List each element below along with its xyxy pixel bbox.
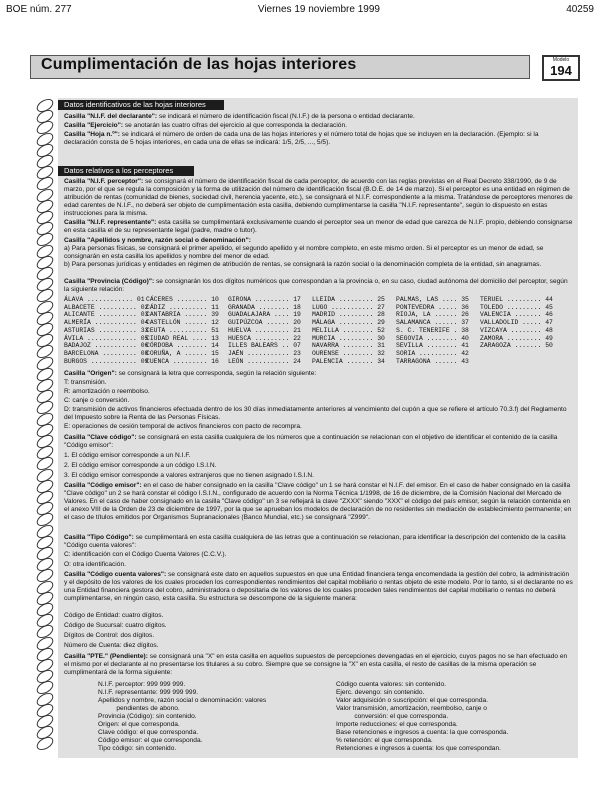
label: Casilla "PTE." (Pendiente): — [64, 653, 148, 660]
text: se consignará en esta casilla cualquiera de los números que a continuación se relacionan con el objetivo de identificar el contenido de la casilla "Código emisor": — [64, 434, 558, 449]
ccv-entidad: Código de Entidad: cuatro dígitos. — [64, 612, 164, 619]
pte-right-item: conversión: el que corresponda. — [336, 713, 449, 720]
origen-e: E: operaciones de cesión temporal de activos financieros con pacto de recompra. — [64, 423, 302, 430]
label: Casilla "Hoja n.º": — [64, 131, 120, 138]
text: se consignará el número de identificación fiscal de cada perceptor, de acuerdo con las reglas previstas en el Real Decreto 338/1990, de 9 de marzo, por el que se regula la composición y la forma de utilización del número de identificación fiscal (B.O.E. de 14 de marzo). Si el perceptor es una entidad en régimen de atribución de rentas (comunidad de bienes, sociedad civil, herencia yacente, etc.), se consignará el N.I.F. correspondiente a la misma. Tratándose de perceptores menores de edad carentes de N.I.F., no deberá ser objeto de cumplimentación esta casilla, debiendo cumplimentarse la casilla "N.I.F. representante", según lo dispuesto en estas instrucciones para la misma. — [64, 178, 573, 217]
clave-2: 2. El código emisor corresponde a un código I.S.I.N. — [64, 462, 217, 469]
casilla-ejercicio — [64, 122, 574, 130]
ccv-cuenta: Número de Cuenta: diez dígitos. — [64, 642, 159, 649]
casilla-origen — [64, 370, 574, 378]
apellidos-a: a) Para personas físicas, se consignará el primer apellido, el segundo apellido y el nombre completo, en este mismo orden. Si el perceptor es un menor de edad, se consignarán en esta casilla los apellidos y nombre del menor de edad. — [64, 245, 544, 260]
pte-right-item: Importe reducciones: el que corresponda. — [336, 721, 458, 728]
pte-left-item: Código emisor: el que corresponda. — [98, 737, 203, 744]
text: se consignará la letra que corresponda, según la relación siguiente: — [116, 370, 317, 377]
clave-1: 1. El código emisor corresponde a un N.I.F. — [64, 452, 191, 459]
province-col-4: LLEIDA ......... 25 LUGO ........... 27 MADRID ......... 28 MÁLAGA ......... 29 MELILLA ........ 52 MURCIA ......... 30 NAVARRA ........ 31 OURENSE ........ 32 PALENCIA ....... 34 — [312, 296, 385, 365]
pte-left-item: Tipo código: sin contenido. — [98, 745, 177, 752]
label: Casilla "N.I.F. del declarante": — [64, 113, 158, 120]
province-col-1: ÁLAVA ............ 01 ALBACETE .......... 02 ALICANTE .......... 03 ALMERÍA ........... 04 ASTURIAS .......... 33 ÁVILA ............. 05 BADAJOZ ........... 06 BARCELONA ......... 08 BURGOS ............ 09 — [64, 296, 149, 365]
text: esta casilla se cumplimentará exclusivamente cuando el perceptor sea un menor de edad que carezca de N.I.F. propio, debiendo consignarse en esta casilla el de su representante legal (padre, madre o tutor). — [64, 219, 573, 234]
label: Casilla "Tipo Código": — [64, 534, 134, 541]
module-label: Modelo — [552, 57, 570, 63]
pte-left-item: Apellidos y nombre, razón social o denominación: valores — [98, 697, 267, 704]
tipo-c: C: identificación con el Código Cuenta Valores (C.C.V.). — [64, 551, 227, 558]
casilla-nif-representante — [64, 219, 574, 235]
label: Casilla "Ejercicio": — [64, 122, 124, 129]
text: se indicará el número de orden de cada una de las hojas interiores y el número total de hojas que se incluyen en la declaración. (Ejemplo: si la declaración consta de 5 hojas interiores, en cada una de ellas se indicará: 1/5, 2/5, ..., 5/5). — [64, 131, 539, 146]
origen-c: C: canje o conversión. — [64, 397, 130, 404]
casilla-pte — [64, 653, 574, 677]
pte-left-item: N.I.F. representante: 999 999 999. — [98, 689, 199, 696]
pte-left-item: Origen: el que corresponda. — [98, 721, 180, 728]
header-left: BOE núm. 277 — [6, 4, 72, 15]
text: se consignará una "X" en esta casilla en aquellos supuestos de percepciones devengadas en el ejercicio, cuyos pagos no se han efectuado en el mismo por el declarante al no presentarse los titulares a su cobro. Siempre que se consigne la "X" en esta casilla, el resto de casillas de la misma operación se cumplimentará de la forma siguiente: — [64, 653, 568, 676]
apellidos-b: b) Para personas jurídicas y entidades en régimen de atribución de rentas, se consignará la razón social o la denominación completa de la entidad, sin anagramas. — [64, 261, 542, 268]
origen-r: R: amortización o reembolso. — [64, 388, 150, 395]
page-header — [6, 4, 594, 18]
tipo-o: O: otra identificación. — [64, 561, 126, 568]
pte-right-item: Ejerc. devengo: sin contenido. — [336, 689, 425, 696]
casilla-nif-declarante — [64, 113, 574, 121]
label: Casilla "Provincia (Código)": — [64, 278, 155, 285]
header-center: Viernes 19 noviembre 1999 — [257, 4, 380, 15]
label: Casilla "Clave código": — [64, 434, 137, 441]
label: Casilla "Código cuenta valores": — [64, 571, 167, 578]
text: se anotarán las cuatro cifras del ejercicio al que corresponda la declaración. — [123, 122, 347, 129]
pte-right-item: % retención: el que corresponda. — [336, 737, 433, 744]
pte-right-item: Valor adquisición o suscripción: el que corresponda. — [336, 697, 488, 704]
casilla-codigo-cuenta-valores — [64, 571, 574, 603]
label: Casilla "Apellidos y nombre, razón social o denominación": — [64, 237, 251, 244]
page-title: Cumplimentación de las hojas interiores — [41, 56, 357, 73]
pte-left-item: Clave código: el que corresponda. — [98, 729, 199, 736]
province-col-5: PALMAS, LAS .... 35 PONTEVEDRA ..... 36 RIOJA, LA ...... 26 SALAMANCA ...... 37 S. C. TENERIFE . 38 SEGOVIA ........ 40 SEVILLA ........ 41 SORIA .......... 42 TARRAGONA ...... 43 — [396, 296, 469, 365]
title-bar — [30, 55, 530, 79]
module-box — [542, 55, 580, 81]
text: se consignará este dato en aquellos supuestos en que una Entidad financiera tenga encomendada la gestión del cobro, la administración y el depósito de los valores de los cuales proceden los correspondientes rendimientos del capital mobiliario o rentas objeto de este modelo. Por lo tanto, si el declarante no es una Entidad financiera gestora del cobro, administradora o depositaria de los valores de los cuales proceden tales rendimientos del capital mobiliario o rentas no deberá cumplimentarse, en ningún caso, esta casilla. Su estructura se descompone de la siguiente manera: — [64, 571, 573, 602]
label: Casilla "N.I.F. representante": — [64, 219, 157, 226]
province-col-6: TERUEL ......... 44 TOLEDO ......... 45 VALENCIA ....... 46 VALLADOLID ..... 47 VIZCAYA ........ 48 ZAMORA ......... 49 ZARAGOZA ....... 50 — [480, 296, 553, 350]
pte-right-item: Base retenciones e ingresos a cuenta: la que corresponda. — [336, 729, 509, 736]
spiral-binding — [34, 100, 54, 756]
text: se indicará el número de identificación fiscal (N.I.F.) de la persona o entidad declarante. — [157, 113, 415, 120]
section-header-identificativos: Datos identificativos de las hojas interiores — [58, 100, 224, 110]
pte-right-item: Retenciones e ingresos a cuenta: los que correspondan. — [336, 745, 501, 752]
pte-right-item: Valor transmisión, amortización, reembolso, canje o — [336, 705, 487, 712]
origen-t: T: transmisión. — [64, 379, 107, 386]
module-number: 194 — [550, 63, 572, 78]
casilla-provincia — [64, 278, 574, 294]
pte-left-item: Provincia (Código): sin contenido. — [98, 713, 197, 720]
section-header-perceptores: Datos relativos a los perceptores — [58, 166, 194, 176]
pte-right-item: Código cuenta valores: sin contenido. — [336, 681, 446, 688]
origen-d: D: transmisión de activos financieros efectuada dentro de los 30 días inmediatamente anteriores al vencimiento del cupón a que se refiere el artículo 70.3.f) del Reglamento del Impuesto sobre la Renta de las Personas Físicas. — [64, 406, 567, 421]
header-right: 40259 — [566, 4, 594, 15]
ccv-sucursal: Código de Sucursal: cuatro dígitos. — [64, 622, 167, 629]
form-content — [58, 98, 578, 758]
pte-left-item: pendientes de abono. — [98, 705, 180, 712]
casilla-tipo-codigo — [64, 534, 574, 550]
text: se cumplimentará en esta casilla cualquiera de las letras que a continuación se relacionan, para identificar la descripción del contenido de la casilla "Código cuenta valores": — [64, 534, 566, 549]
casilla-codigo-emisor — [64, 482, 574, 522]
text: se consignarán los dos dígitos numéricos que correspondan a la provincia o, en su caso, ciudad autónoma del domicilio del perceptor, según la siguiente relación: — [64, 278, 568, 293]
casilla-nif-perceptor — [64, 178, 574, 218]
province-col-3: GIRONA ......... 17 GRANADA ........ 18 GUADALAJARA .... 19 GUIPÚZCOA ...... 20 HUELVA ......... 21 HUESCA ......... 22 ILLES BALEARS .. 07 JAÉN ........... 23 LEÓN ........... 24 — [228, 296, 301, 365]
label: Casilla "N.I.F. perceptor": — [64, 178, 144, 185]
pte-left-item: N.I.F. perceptor: 999 999 999. — [98, 681, 186, 688]
casilla-clave-codigo — [64, 434, 574, 450]
label: Casilla "Código emisor": — [64, 482, 142, 489]
label: Casilla "Origen": — [64, 370, 117, 377]
casilla-hoja — [64, 131, 574, 147]
clave-3: 3. El código emisor corresponde a valores extranjeros que no tienen asignado I.S.I.N. — [64, 472, 314, 479]
ccv-control: Dígitos de Control: dos dígitos. — [64, 632, 155, 639]
text: en el caso de haber consignado en la casilla "Clave código" un 1 se hará constar el N.I.F. del emisor. En el caso de haber consignado en la casilla "Clave código" un 2 se hará constar el código I.S.I.N., configurado de acuerdo con la Norma Técnica 1/1998, de 16 de diciembre, de la Comisión Nacional del Mercado de Valores. En el caso de haber consignado en la casilla "Clave código" un 3 se reflejará la clave "ZXXX" siendo "XXX" el código del país emisor, según la relación contenida en el anexo VIII de la Orden de 23 de diciembre de 1997, por la que se aprueban los modelos de declaración de no residentes sin mediación de establecimiento permanente; en el caso de títulos emitidos por Organismos Supranacionales (Banco Mundial, etc.) se consignará "Z999". — [64, 482, 572, 521]
province-col-2: CÁCERES ........ 10 CÁDIZ .......... 11 CANTABRIA ...... 39 CASTELLÓN ...... 12 CEUTA .......... 51 CIUDAD REAL .... 13 CÓRDOBA ........ 14 CORUÑA, A ...... 15 CUENCA ......... 16 — [146, 296, 219, 365]
casilla-apellidos — [64, 237, 574, 245]
